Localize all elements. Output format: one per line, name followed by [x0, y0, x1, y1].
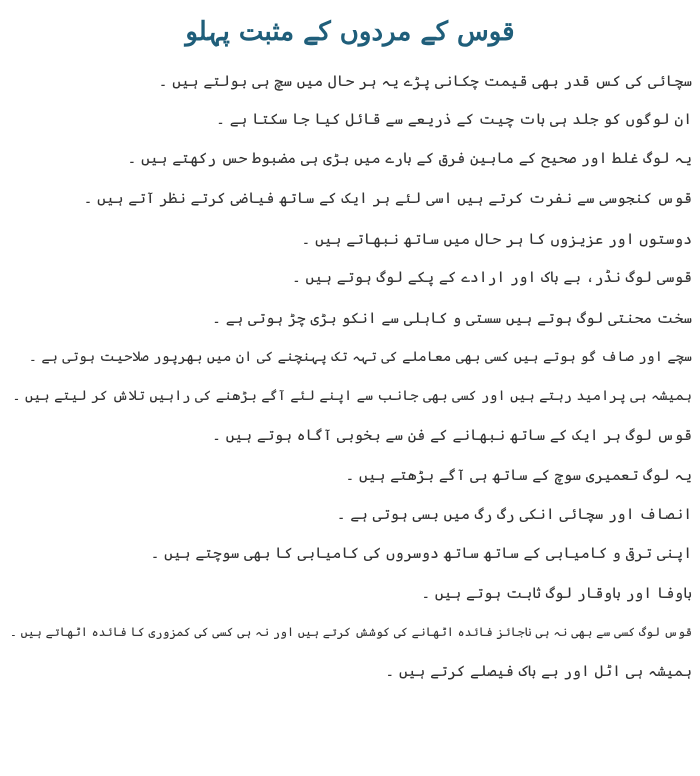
- list-item: قوس لوگ کسی سے بھی نہ ہی ناجائز فائدہ اٹھانے کی کوشش کرتے ہیں اور نہ ہی کسی کی کمزوری کا فائدہ اٹھاتے ہیں ۔: [9, 625, 692, 639]
- list-item: یہ لوگ تعمیری سوچ کے ساتھ ہی آگے بڑھتے ہیں ۔: [345, 466, 692, 484]
- list-item: انصاف اور سچائی انکی رگ رگ میں بسی ہوتی ہے ۔: [336, 505, 692, 523]
- list-item: قوس لوگ ہر ایک کے ساتھ نبھانے کے فن سے بخوبی آگاہ ہوتے ہیں ۔: [212, 426, 692, 444]
- list-item: سچائی کی کس قدر بھی قیمت چکانی پڑے یہ ہر حال میں سچ ہی بولتے ہیں ۔: [158, 72, 692, 90]
- list-item: باوفا اور باوقار لوگ ثابت ہوتے ہیں ۔: [421, 584, 692, 602]
- list-item: ہمیشہ ہی پرامید رہتے ہیں اور کسی بھی جانب سے اپنے لئے آگے بڑھنے کی راہیں تلاش کر لیتے ہیں ۔: [12, 388, 692, 404]
- list-item: ہمیشہ ہی اٹل اور بے باک فیصلے کرتے ہیں ۔: [385, 662, 692, 680]
- list-item: سخت محنتی لوگ ہوتے ہیں سستی و کاہلی سے انکو بڑی چڑ ہوتی ہے ۔: [212, 309, 692, 327]
- list-item: یہ لوگ غلط اور صحیح کے مابین فرق کے بارے میں بڑی ہی مضبوط حس رکھتے ہیں ۔: [127, 149, 692, 167]
- page-title: قوس کے مردوں کے مثبت پہلو: [185, 17, 515, 47]
- list-item: قوس کنجوسی سے نفرت کرتے ہیں اسی لئے ہر ایک کے ساتھ فیاضی کرتے نظر آتے ہیں ۔: [83, 189, 692, 207]
- list-item: قوسی لوگ نڈر، بے باک اور ارادے کے پکے لوگ ہوتے ہیں ۔: [292, 268, 692, 286]
- list-item: سچے اور صاف گو ہوتے ہیں کسی بھی معاملے کی تہہ تک پہنچنے کی ان میں بھرپور صلاحیت ہوتی ہے ۔: [28, 349, 692, 365]
- list-item: ان لوگوں کو جلد ہی بات چیت کے ذریعے سے قائل کیا جا سکتا ہے ۔: [216, 110, 692, 128]
- list-item: اپنی ترقی و کامیابی کے ساتھ ساتھ دوسروں کی کامیابی کا بھی سوچتے ہیں ۔: [150, 544, 692, 562]
- list-item: دوستوں اور عزیزوں کا ہر حال میں ساتھ نبھاتے ہیں ۔: [301, 230, 692, 248]
